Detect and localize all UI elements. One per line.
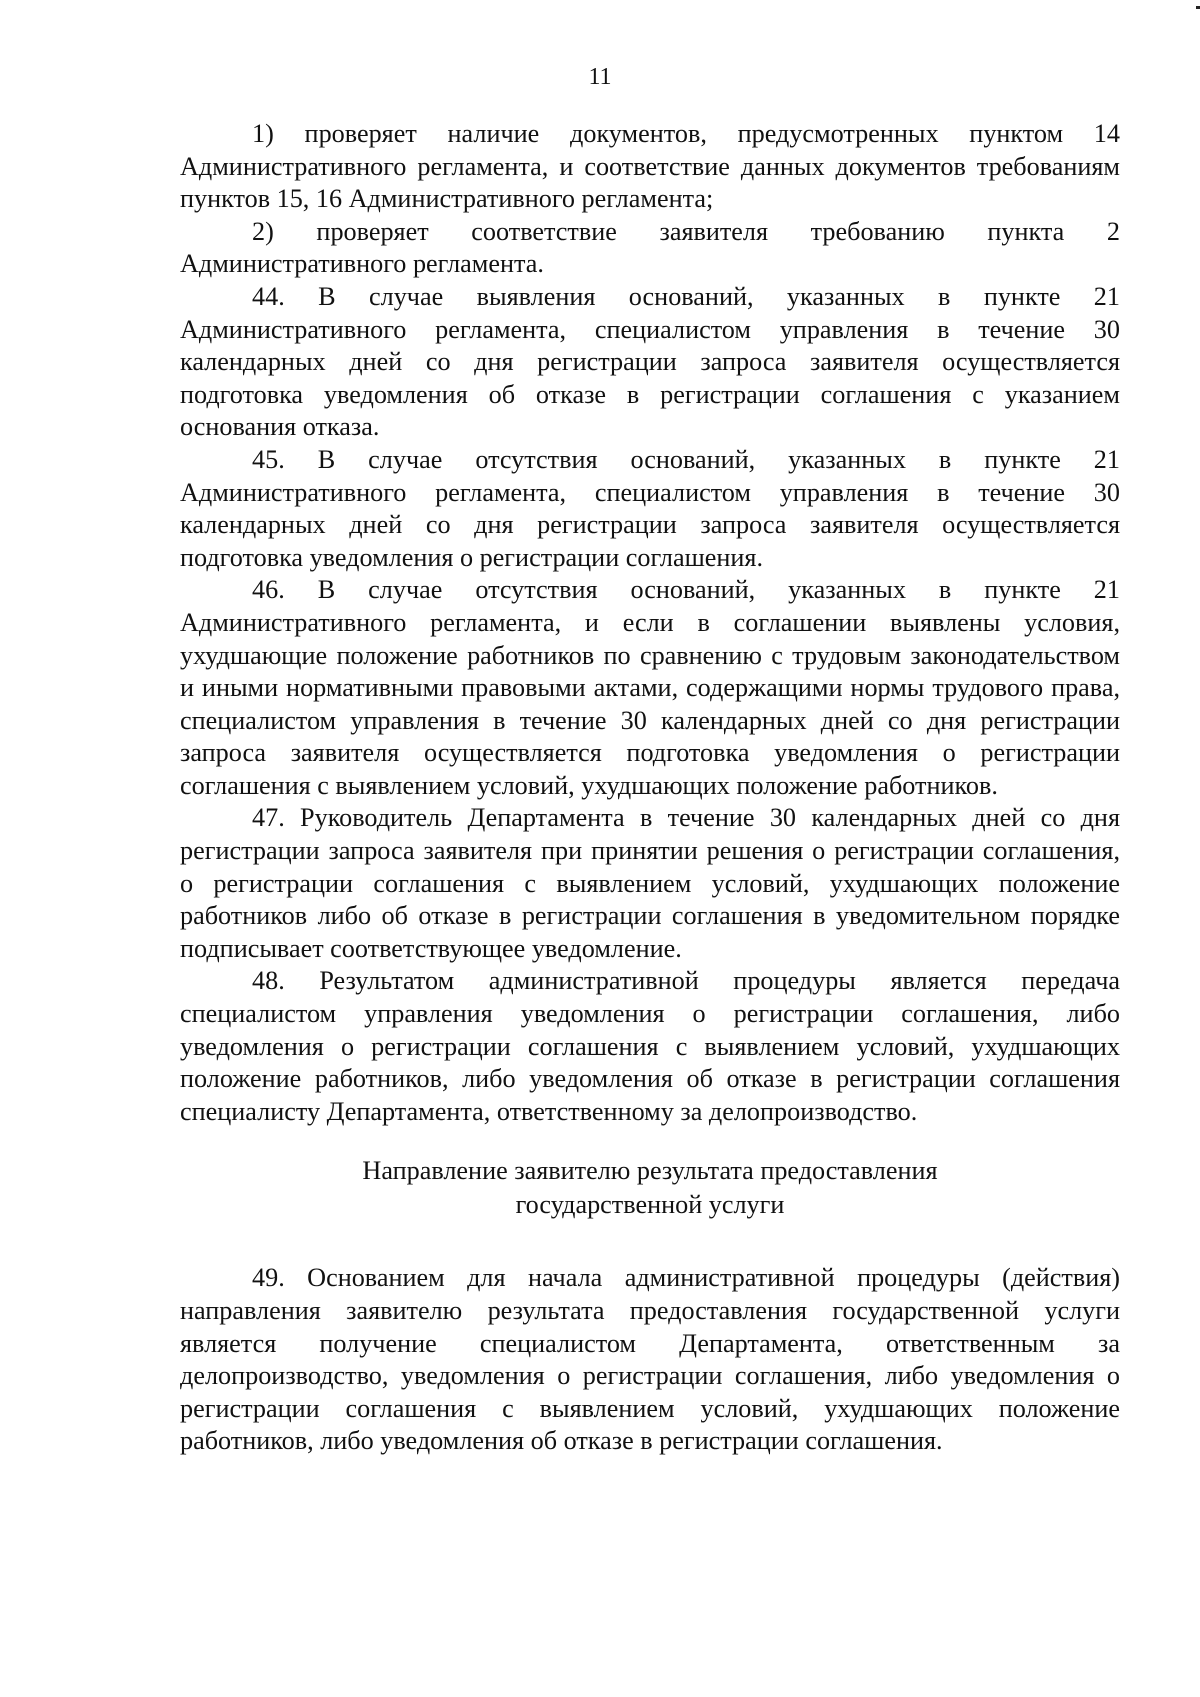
- paragraph-item-2-check-applicant: 2) проверяет соответствие заявителя требованию пункта 2 Административного регламента.: [180, 216, 1120, 279]
- paragraph-49: 49. Основанием для начала административной процедуры (действия) направления заявителю результата предоставления государственной услуги является получение специалистом Департамента, ответственным за делопроизводство, уведомления о регистрации соглашения, либо уведомления о регистрации соглашения с выявлением условий, ухудшающих положение работников, либо уведомления об отказе в регистрации соглашения.: [180, 1263, 1120, 1456]
- document-body: [180, 118, 1120, 1458]
- scan-edge-mark: [1196, 6, 1200, 9]
- paragraph-46: 46. В случае отсутствия оснований, указанных в пункте 21 Административного регламента, и если в соглашении выявлены условия, ухудшающие положение работников по сравнению с трудовым законодательством и иными нормативными правовыми актами, содержащими нормы трудового права, специалистом управления в течение 30 календарных дней со дня регистрации запроса заявителя осуществляется подготовка уведомления о регистрации соглашения с выявлением условий, ухудшающих положение работников.: [180, 575, 1120, 800]
- page-number: 11: [588, 64, 612, 90]
- section-heading-line-1: Направление заявителю результата предоставления: [362, 1156, 938, 1186]
- section-heading-line-2: государственной услуги: [515, 1190, 785, 1220]
- paragraph-48: 48. Результатом административной процедуры является передача специалистом управления уведомления о регистрации соглашения, либо уведомления о регистрации соглашения с выявлением условий, ухудшающих положение работников, либо уведомления об отказе в регистрации соглашения специалисту Департамента, ответственному за делопроизводство.: [180, 966, 1120, 1126]
- paragraph-item-1-check-documents: 1) проверяет наличие документов, предусмотренных пунктом 14 Административного регламента, и соответствие данных документов требованиям пунктов 15, 16 Административного регламента;: [180, 119, 1120, 214]
- section-heading: [180, 1154, 1120, 1222]
- paragraph-44: 44. В случае выявления оснований, указанных в пункте 21 Административного регламента, специалистом управления в течение 30 календарных дней со дня регистрации запроса заявителя осуществляется подготовка уведомления об отказе в регистрации соглашения с указанием основания отказа.: [180, 281, 1120, 442]
- paragraph-45: 45. В случае отсутствия оснований, указанных в пункте 21 Административного регламента, специалистом управления в течение 30 календарных дней со дня регистрации запроса заявителя осуществляется подготовка уведомления о регистрации соглашения.: [180, 444, 1120, 572]
- paragraph-47: 47. Руководитель Департамента в течение 30 календарных дней со дня регистрации запроса заявителя при принятии решения о регистрации соглашения, о регистрации соглашения с выявлением условий, ухудшающих положение работников либо об отказе в регистрации соглашения в уведомительном порядке подписывает соответствующее уведомление.: [180, 803, 1120, 963]
